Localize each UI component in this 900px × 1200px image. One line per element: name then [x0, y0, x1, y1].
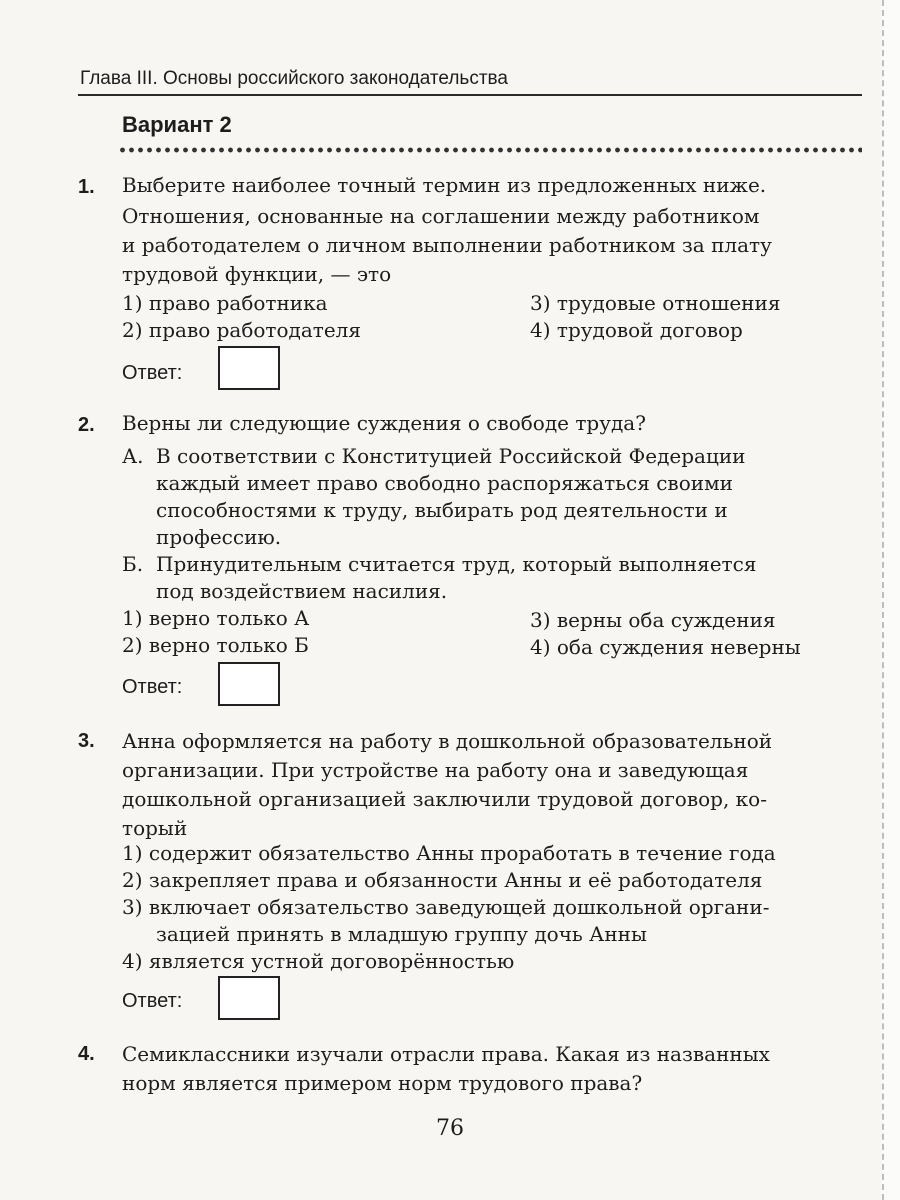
text-line: торый [122, 816, 188, 840]
question-3-answer-box[interactable] [218, 976, 280, 1020]
question-2-option-3[interactable]: 3) верны оба суждения [530, 608, 776, 632]
question-2-option-2[interactable]: 2) верно только Б [122, 633, 309, 657]
question-3-answer-label: Ответ: [122, 990, 183, 1012]
text-line: под воздействием насилия. [156, 579, 448, 603]
text-line: норм является примером норм трудового права? [122, 1071, 643, 1095]
text-line: Принудительным считается труд, который выполняется [156, 552, 757, 576]
question-2-answer-label: Ответ: [122, 676, 183, 698]
chapter-title: Глава III. Основы российского законодательства [80, 68, 508, 89]
text-line: В соответствии с Конституцией Российской Федерации [156, 444, 746, 468]
question-3-option-3[interactable]: 3) включает обязательство заведующей дошкольной органи- [122, 895, 770, 919]
question-2-answer-box[interactable] [218, 662, 280, 706]
page-edge [882, 0, 900, 1200]
text-line: Отношения, основанные на соглашении между работником [122, 204, 760, 228]
question-1-option-3[interactable]: 3) трудовые отношения [530, 291, 781, 315]
text-line: Верны ли следующие суждения о свободе труда? [122, 411, 646, 435]
statement-a-label: А. [122, 444, 144, 468]
question-3-number: 3. [78, 730, 95, 752]
question-3-option-3-cont: зацией принять в младшую группу дочь Анны [156, 922, 647, 946]
question-1-answer-label: Ответ: [122, 362, 183, 384]
statement-b-label: Б. [122, 552, 144, 576]
question-3-option-1[interactable]: 1) содержит обязательство Анны проработать в течение года [122, 841, 776, 865]
question-4-number: 4. [78, 1043, 95, 1065]
text-line: способностями к труду, выбирать род деятельности и [156, 498, 728, 522]
question-3-option-2[interactable]: 2) закрепляет права и обязанности Анны и её работодателя [122, 868, 763, 892]
question-1-number: 1. [78, 176, 95, 198]
question-2-text [122, 409, 862, 438]
text-line: Семиклассники изучали отрасли права. Какая из названных [122, 1042, 770, 1066]
question-3-option-4[interactable]: 4) является устной договорённостью [122, 949, 515, 973]
text-line: и работодателем о личном выполнении работником за плату [122, 233, 772, 257]
text-line: Анна оформляется на работу в дошкольной образовательной [122, 729, 773, 753]
statement-a [122, 443, 862, 551]
question-2-number: 2. [78, 414, 95, 436]
text-line: Выберите наиболее точный термин из предложенных ниже. [122, 173, 767, 197]
question-1-text [122, 171, 862, 289]
text-line: организации. При устройстве на работу она и заведующая [122, 758, 749, 782]
question-1-answer-box[interactable] [218, 346, 280, 390]
question-2-option-1[interactable]: 1) верно только А [122, 606, 310, 630]
dotted-divider [118, 146, 862, 154]
question-1-option-1[interactable]: 1) право работника [122, 291, 328, 315]
question-3-text [122, 727, 862, 843]
page-number: 76 [436, 1116, 464, 1141]
text-line: дошкольной организацией заключили трудовой договор, ко- [122, 787, 767, 811]
text-line: профессию. [156, 525, 282, 549]
chapter-header [78, 64, 862, 96]
question-4-text [122, 1040, 862, 1098]
text-line: каждый имеет право свободно распоряжаться своими [156, 471, 733, 495]
question-1-option-2[interactable]: 2) право работодателя [122, 318, 361, 342]
variant-title: Вариант 2 [122, 112, 232, 137]
question-2-option-4[interactable]: 4) оба суждения неверны [530, 635, 801, 659]
question-1-option-4[interactable]: 4) трудовой договор [530, 318, 743, 342]
statement-b [122, 551, 862, 605]
text-line: трудовой функции, — это [122, 262, 392, 286]
